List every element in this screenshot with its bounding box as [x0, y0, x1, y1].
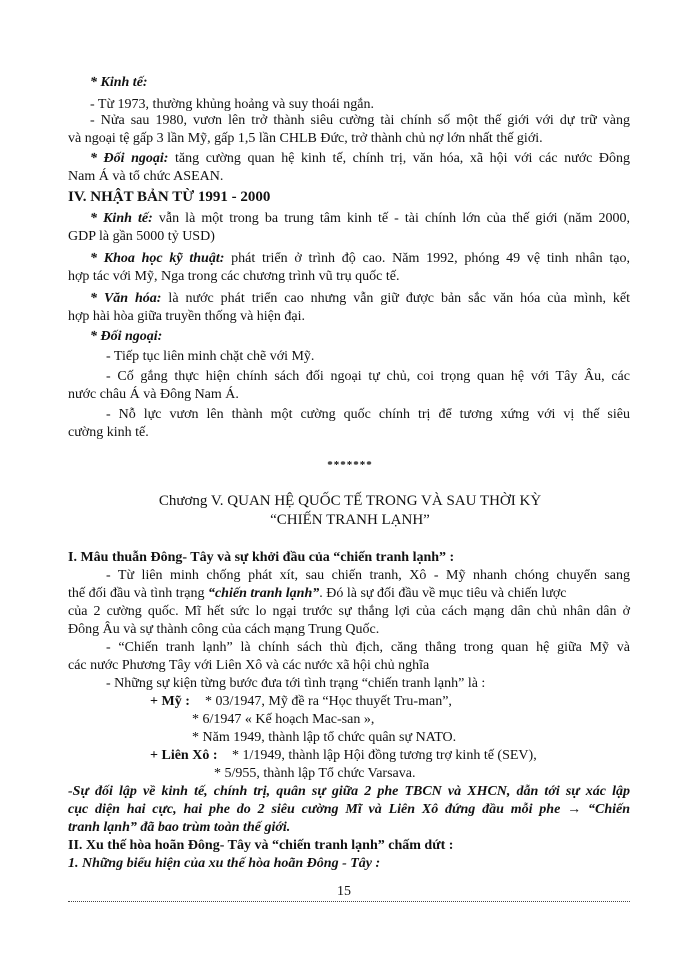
- event-us-1: * 03/1947, Mỹ đề ra “Học thuyết Tru-man”,: [205, 694, 452, 709]
- events-us-label: + Mỹ :: [150, 694, 190, 709]
- jp-khkt-line2: hợp tác với Mỹ, Nga trong các chương trình vũ trụ quốc tế.: [68, 269, 400, 284]
- para-doi-ngoai-text: tăng cường quan hệ kinh tế, chính trị, văn hóa, xã hội với các nước Đông: [168, 151, 630, 166]
- events-ussr-label: + Liên Xô :: [150, 748, 218, 763]
- para-i-2-line2: các nước Phương Tây với Liên Xô và các nước xã hội chủ nghĩa: [68, 658, 430, 673]
- chapter-title-line1: Chương V. QUAN HỆ QUỐC TẾ TRONG VÀ SAU THỜI KỲ: [158, 493, 542, 509]
- para-doi-ngoai-line1: [90, 150, 630, 168]
- summary-line2: cục diện hai cực, hai phe do 2 siêu cường Mĩ và Liên Xô đứng đầu mỗi phe → “Chiến: [68, 802, 630, 817]
- jp-doi-ngoai-1: - Tiếp tục liên minh chặt chẽ với Mỹ.: [106, 349, 315, 364]
- para-kinh-te-1: - Từ 1973, thường khủng hoảng và suy thoái ngắn.: [90, 97, 375, 112]
- jp-van-hoa-text: là nước phát triển cao nhưng vẫn giữ được bản sắc văn hóa của mình, kết: [161, 291, 631, 306]
- summary-line1: -Sự đối lập về kinh tế, chính trị, quân sự giữa 2 phe TBCN và XHCN, dẫn tới sự xác lập: [68, 784, 630, 799]
- summary-line3: tranh lạnh” đã bao trùm toàn thế giới.: [68, 820, 291, 835]
- para-i-3: - Những sự kiện từng bước đưa tới tình trạng “chiến tranh lạnh” là :: [106, 676, 486, 691]
- jp-kinh-te-line1: [90, 210, 630, 228]
- para-i-1-line2-a: thế đối đầu và tình trạng: [68, 586, 208, 601]
- section-separator: *******: [327, 459, 373, 471]
- jp-label-kinh-te: * Kinh tế:: [90, 211, 153, 226]
- jp-kinh-te-line2: GDP là gần 5000 tỷ USD): [68, 229, 215, 244]
- jp-van-hoa-line1: [90, 290, 630, 308]
- event-ussr-2: * 5/955, thành lập Tổ chức Varsava.: [214, 766, 416, 781]
- jp-label-van-hoa: * Văn hóa:: [90, 291, 162, 306]
- para-i-1-line2-c: . Đó là sự đối đầu về mục tiêu và chiến lược: [319, 586, 567, 601]
- para-i-1-line4: Đông Âu và sự thành công của cách mạng Trung Quốc.: [68, 622, 380, 637]
- para-i-2-line1: - “Chiến tranh lạnh” là chính sách thù địch, căng thẳng trong quan hệ giữa Mỹ và: [106, 640, 630, 655]
- jp-khkt-text: phát triển ở trình độ cao. Năm 1992, phóng 49 vệ tinh nhân tạo,: [224, 251, 630, 266]
- jp-label-doi-ngoai: * Đối ngoại:: [90, 329, 163, 344]
- jp-doi-ngoai-2-line1: - Cố gắng thực hiện chính sách đối ngoại tự chủ, coi trọng quan hệ với Tây Âu, các: [106, 369, 630, 384]
- section-heading-iv: IV. NHẬT BẢN TỪ 1991 - 2000: [68, 189, 271, 205]
- para-doi-ngoai-line2: Nam Á và tổ chức ASEAN.: [68, 169, 224, 184]
- subsection-heading-1: 1. Những biểu hiện của xu thế hòa hoãn Đông - Tây :: [68, 856, 381, 871]
- page-number: 15: [337, 884, 351, 899]
- label-kinh-te: * Kinh tế:: [90, 75, 148, 90]
- jp-doi-ngoai-2-line2: nước châu Á và Đông Nam Á.: [68, 387, 239, 402]
- para-i-1-line1: - Từ liên minh chống phát xít, sau chiến tranh, Xô - Mỹ nhanh chóng chuyển sang: [106, 568, 630, 583]
- event-us-2: * 6/1947 « Kế hoạch Mac-san »,: [192, 712, 375, 727]
- jp-label-khkt: * Khoa học kỹ thuật:: [90, 251, 225, 266]
- chapter-title-line2: “CHIẾN TRANH LẠNH”: [270, 512, 430, 528]
- section-heading-i: I. Mâu thuẫn Đông- Tây và sự khởi đầu của “chiến tranh lạnh” :: [68, 550, 455, 565]
- event-us-3: * Năm 1949, thành lập tổ chức quân sự NATO.: [192, 730, 457, 745]
- jp-khkt-line1: [90, 250, 630, 268]
- para-kinh-te-2-line1: - Nửa sau 1980, vươn lên trở thành siêu cường tài chính số một thế giới với dự trữ vàng: [90, 113, 630, 128]
- jp-van-hoa-line2: hợp hài hòa giữa truyền thống và hiện đại.: [68, 309, 305, 324]
- jp-kinh-te-text: vẫn là một trong ba trung tâm kinh tế - tài chính lớn của thế giới (năm 2000,: [152, 211, 630, 226]
- label-doi-ngoai: * Đối ngoại:: [90, 151, 169, 166]
- section-heading-ii: II. Xu thế hòa hoãn Đông- Tây và “chiến tranh lạnh” chấm dứt :: [68, 838, 454, 853]
- term-chien-tranh-lanh: “chiến tranh lạnh”: [207, 586, 320, 601]
- para-i-1-line2: [68, 585, 567, 603]
- para-kinh-te-2-line2: và ngoại tệ gấp 3 lần Mỹ, gấp 1,5 lần CHLB Đức, trở thành chủ nợ lớn nhất thế giới.: [68, 131, 543, 146]
- para-i-1-line3: của 2 cường quốc. Mĩ hết sức lo ngại trước sự thắng lợi của cách mạng dân chủ nhân dân ở: [68, 604, 630, 619]
- jp-doi-ngoai-3-line2: cường kinh tế.: [68, 425, 149, 440]
- jp-doi-ngoai-3-line1: - Nỗ lực vươn lên thành một cường quốc chính trị để tương xứng với vị thế siêu: [106, 407, 630, 422]
- event-ussr-1: * 1/1949, thành lập Hội đồng tương trợ kinh tế (SEV),: [232, 748, 537, 763]
